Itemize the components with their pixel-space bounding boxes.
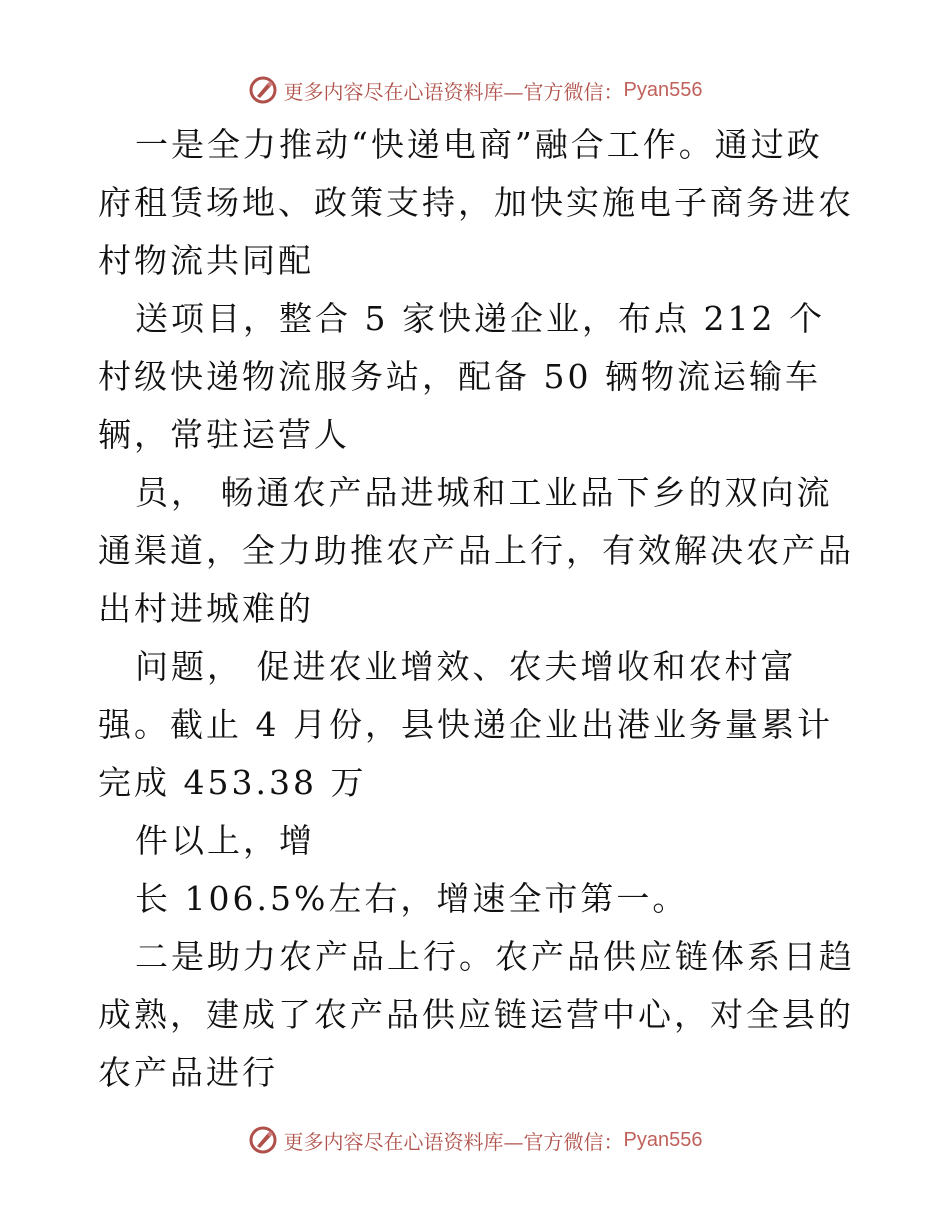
- logo-icon: [248, 75, 278, 105]
- paragraph: 长 106.5%左右，增速全市第一。: [135, 879, 689, 918]
- paragraph: 员， 畅通农产品进城和工业品下乡的双向流通渠道，全力助推农产品上行，有效解决农产品出村进城难的: [98, 473, 854, 628]
- logo-icon: [248, 1125, 278, 1155]
- watermark-text: 更多内容尽在心语资料库—官方微信：: [283, 79, 624, 104]
- watermark-footer: [0, 1120, 950, 1160]
- body-text: [98, 116, 858, 1102]
- paragraph: 二是助力农产品上行。农产品供应链体系日趋成熟，建成了农产品供应链运营中心，对全县的农产品进行: [98, 937, 855, 1092]
- paragraph: 件以上，增: [135, 821, 315, 860]
- paragraph: 送项目，整合 5 家快递企业，布点 212 个村级快递物流服务站，配备 50 辆物流运输车辆，常驻运营人: [98, 299, 825, 454]
- watermark-header: [0, 70, 950, 110]
- watermark-wechat-id: Pyan556: [623, 1128, 703, 1151]
- paragraph: 一是全力推动“快递电商”融合工作。通过政府租赁场地、政策支持，加快实施电子商务进农村物流共同配: [98, 125, 854, 280]
- paragraph: 问题， 促进农业增效、农夫增收和农村富强。截止 4 月份，县快递企业出港业务量累计完成 453.38 万: [98, 647, 833, 802]
- watermark-text: 更多内容尽在心语资料库—官方微信：: [283, 1129, 624, 1154]
- watermark-wechat-id: Pyan556: [623, 78, 703, 101]
